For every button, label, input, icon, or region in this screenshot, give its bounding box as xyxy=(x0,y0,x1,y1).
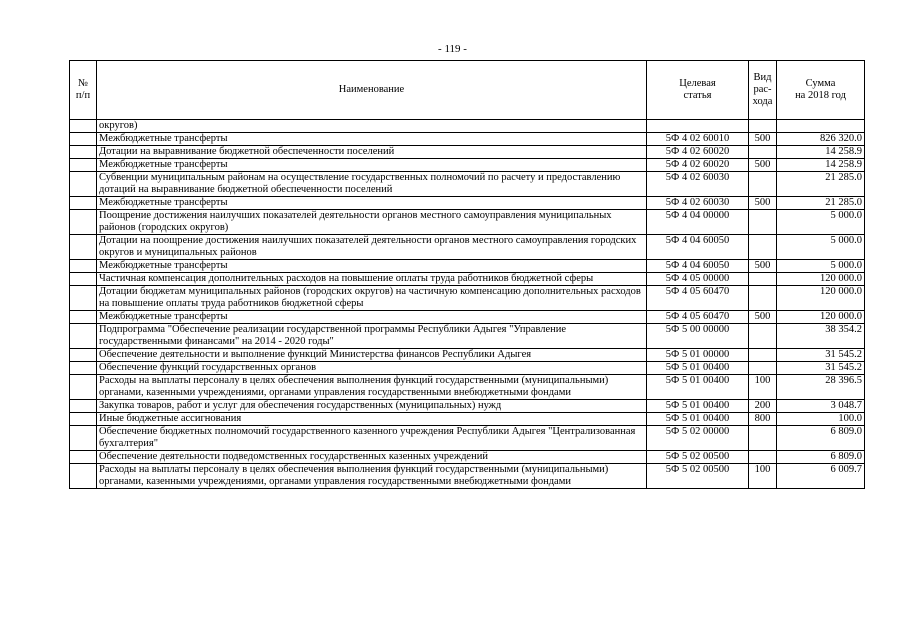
row-number xyxy=(70,146,97,159)
row-number xyxy=(70,133,97,146)
row-name: Субвенции муниципальным районам на осуществление государственных полномочий по расчету и предоставлению дотаций на выравнивание бюджетной обеспеченности поселений xyxy=(97,172,647,197)
row-number xyxy=(70,464,97,489)
row-name: Межбюджетные трансферты xyxy=(97,197,647,210)
row-type: 500 xyxy=(749,197,777,210)
row-type: 500 xyxy=(749,260,777,273)
row-number xyxy=(70,172,97,197)
header-number-line2: п/п xyxy=(75,90,91,101)
row-code: 5Ф 4 05 60470 xyxy=(647,286,749,311)
row-code: 5Ф 4 02 60030 xyxy=(647,172,749,197)
row-code: 5Ф 4 04 60050 xyxy=(647,260,749,273)
row-number xyxy=(70,210,97,235)
row-number xyxy=(70,273,97,286)
table-row xyxy=(70,413,865,426)
row-number xyxy=(70,349,97,362)
row-number xyxy=(70,286,97,311)
table-row xyxy=(70,146,865,159)
row-number xyxy=(70,159,97,172)
row-code: 5Ф 5 01 00400 xyxy=(647,375,749,400)
table-row xyxy=(70,133,865,146)
header-target-article xyxy=(647,61,749,120)
row-name: Частичная компенсация дополнительных расходов на повышение оплаты труда работников бюджетной сферы xyxy=(97,273,647,286)
row-sum: 6 809.0 xyxy=(777,451,865,464)
row-name: Закупка товаров, работ и услуг для обеспечения государственных (муниципальных) нужд xyxy=(97,400,647,413)
row-code: 5Ф 5 01 00400 xyxy=(647,400,749,413)
row-sum: 14 258.9 xyxy=(777,146,865,159)
row-name: Подпрограмма "Обеспечение реализации государственной программы Республики Адыгея "Управление государственными финансами" на 2014 - 2020 годы" xyxy=(97,324,647,349)
row-number xyxy=(70,235,97,260)
row-sum: 100.0 xyxy=(777,413,865,426)
row-code: 5Ф 4 05 00000 xyxy=(647,273,749,286)
row-name: Дотации на поощрение достижения наилучших показателей деятельности органов местного самоуправления городских округов и муниципальных районов xyxy=(97,235,647,260)
row-sum: 14 258.9 xyxy=(777,159,865,172)
row-sum: 21 285.0 xyxy=(777,197,865,210)
row-name: Межбюджетные трансферты xyxy=(97,133,647,146)
table-row xyxy=(70,349,865,362)
row-name: Расходы на выплаты персоналу в целях обеспечения выполнения функций государственными (муниципальными) органами, казенными учреждениями, органами управления государственными внебюджетными фондами xyxy=(97,375,647,400)
table-row xyxy=(70,197,865,210)
row-sum: 3 048.7 xyxy=(777,400,865,413)
table-row xyxy=(70,324,865,349)
table-row xyxy=(70,375,865,400)
row-sum: 31 545.2 xyxy=(777,349,865,362)
row-type: 500 xyxy=(749,159,777,172)
row-name: Иные бюджетные ассигнования xyxy=(97,413,647,426)
row-name: Обеспечение деятельности и выполнение функций Министерства финансов Республики Адыгея xyxy=(97,349,647,362)
row-sum: 5 000.0 xyxy=(777,260,865,273)
row-code: 5Ф 4 04 00000 xyxy=(647,210,749,235)
row-type xyxy=(749,286,777,311)
header-expense-type xyxy=(749,61,777,120)
row-type xyxy=(749,451,777,464)
header-sum xyxy=(777,61,865,120)
row-type xyxy=(749,362,777,375)
row-sum: 5 000.0 xyxy=(777,235,865,260)
row-code xyxy=(647,120,749,133)
row-number xyxy=(70,426,97,451)
row-type xyxy=(749,349,777,362)
row-code: 5Ф 5 01 00400 xyxy=(647,413,749,426)
row-name: Расходы на выплаты персоналу в целях обеспечения выполнения функций государственными (муниципальными) органами, казенными учреждениями, органами управления государственными внебюджетными фондами xyxy=(97,464,647,489)
row-code: 5Ф 5 01 00400 xyxy=(647,362,749,375)
row-code: 5Ф 5 00 00000 xyxy=(647,324,749,349)
table-row xyxy=(70,400,865,413)
row-type xyxy=(749,146,777,159)
row-type xyxy=(749,426,777,451)
header-type-line2: рас- xyxy=(753,84,772,95)
row-number xyxy=(70,260,97,273)
row-sum: 6 809.0 xyxy=(777,426,865,451)
budget-table xyxy=(69,60,865,489)
row-sum xyxy=(777,120,865,133)
table-row xyxy=(70,273,865,286)
header-number xyxy=(70,61,97,120)
header-sum-line1: Сумма xyxy=(805,78,836,89)
row-number xyxy=(70,311,97,324)
row-sum: 6 009.7 xyxy=(777,464,865,489)
table-row xyxy=(70,172,865,197)
header-type-line1: Вид xyxy=(753,72,772,83)
row-sum: 31 545.2 xyxy=(777,362,865,375)
row-number xyxy=(70,413,97,426)
row-sum: 120 000.0 xyxy=(777,273,865,286)
row-code: 5Ф 5 02 00000 xyxy=(647,426,749,451)
row-code: 5Ф 4 02 60030 xyxy=(647,197,749,210)
row-type xyxy=(749,235,777,260)
header-code-line2: статья xyxy=(683,90,712,101)
row-type: 500 xyxy=(749,133,777,146)
header-number-line1: № xyxy=(77,78,89,89)
row-name: Межбюджетные трансферты xyxy=(97,260,647,273)
row-sum: 120 000.0 xyxy=(777,286,865,311)
row-type: 100 xyxy=(749,375,777,400)
table-row xyxy=(70,286,865,311)
table-row xyxy=(70,451,865,464)
row-name: округов) xyxy=(97,120,647,133)
row-type: 100 xyxy=(749,464,777,489)
header-code-line1: Целевая xyxy=(679,78,716,89)
table-header xyxy=(70,61,865,120)
row-type: 500 xyxy=(749,311,777,324)
row-name: Межбюджетные трансферты xyxy=(97,159,647,172)
row-number xyxy=(70,400,97,413)
row-type xyxy=(749,120,777,133)
row-sum: 21 285.0 xyxy=(777,172,865,197)
table-row xyxy=(70,311,865,324)
table-row xyxy=(70,120,865,133)
row-number xyxy=(70,375,97,400)
row-type xyxy=(749,172,777,197)
header-name-label: Наименование xyxy=(338,84,405,95)
row-code: 5Ф 5 01 00000 xyxy=(647,349,749,362)
row-code: 5Ф 4 05 60470 xyxy=(647,311,749,324)
row-type: 200 xyxy=(749,400,777,413)
table-row xyxy=(70,464,865,489)
table-body xyxy=(70,120,865,489)
row-number xyxy=(70,120,97,133)
row-name: Обеспечение деятельности подведомственных государственных казенных учреждений xyxy=(97,451,647,464)
header-name xyxy=(97,61,647,120)
table-row xyxy=(70,426,865,451)
row-sum: 28 396.5 xyxy=(777,375,865,400)
row-number xyxy=(70,197,97,210)
row-name: Обеспечение бюджетных полномочий государственного казенного учреждения Республики Адыгея "Централизованная бухгалтерия" xyxy=(97,426,647,451)
header-type-line3: хода xyxy=(752,96,773,107)
table-row xyxy=(70,260,865,273)
row-name: Обеспечение функций государственных органов xyxy=(97,362,647,375)
row-sum: 38 354.2 xyxy=(777,324,865,349)
row-code: 5Ф 4 02 60010 xyxy=(647,133,749,146)
table-row xyxy=(70,210,865,235)
row-sum: 120 000.0 xyxy=(777,311,865,324)
row-name: Поощрение достижения наилучших показателей деятельности органов местного самоуправления муниципальных районов (городских округов) xyxy=(97,210,647,235)
row-number xyxy=(70,324,97,349)
row-number xyxy=(70,451,97,464)
row-code: 5Ф 5 02 00500 xyxy=(647,451,749,464)
row-name: Межбюджетные трансферты xyxy=(97,311,647,324)
row-code: 5Ф 5 02 00500 xyxy=(647,464,749,489)
row-name: Дотации бюджетам муниципальных районов (городских округов) на частичную компенсацию дополнительных расходов на повышение оплаты труда работников бюджетной сферы xyxy=(97,286,647,311)
table-row xyxy=(70,362,865,375)
header-sum-line2: на 2018 год xyxy=(795,90,846,101)
row-number xyxy=(70,362,97,375)
row-type xyxy=(749,273,777,286)
table-row xyxy=(70,235,865,260)
row-sum: 5 000.0 xyxy=(777,210,865,235)
row-code: 5Ф 4 02 60020 xyxy=(647,146,749,159)
table-row xyxy=(70,159,865,172)
row-code: 5Ф 4 04 60050 xyxy=(647,235,749,260)
row-code: 5Ф 4 02 60020 xyxy=(647,159,749,172)
page-number: - 119 - xyxy=(438,43,467,55)
row-sum: 826 320.0 xyxy=(777,133,865,146)
row-type xyxy=(749,324,777,349)
row-type xyxy=(749,210,777,235)
row-name: Дотации на выравнивание бюджетной обеспеченности поселений xyxy=(97,146,647,159)
row-type: 800 xyxy=(749,413,777,426)
